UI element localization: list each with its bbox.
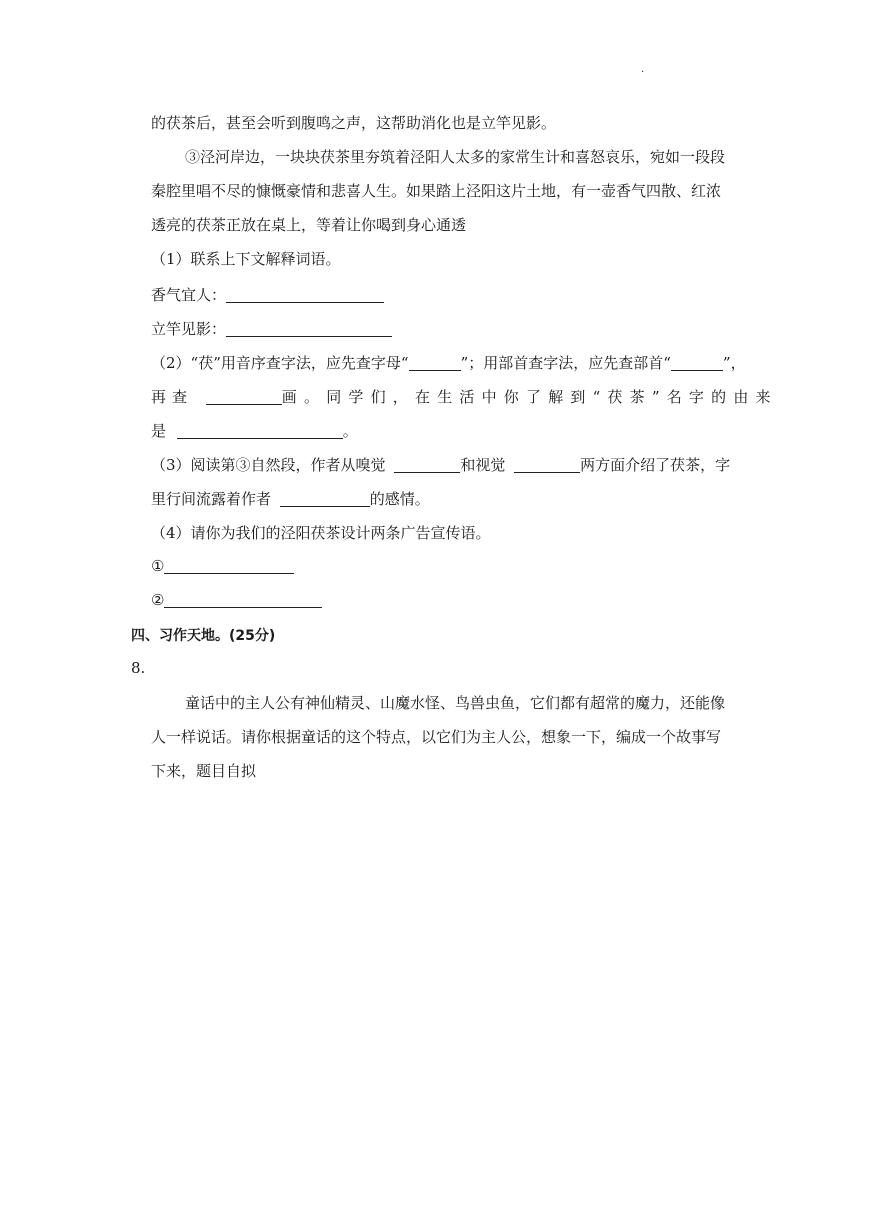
question-1-prompt: （1）联系上下文解释词语。 bbox=[151, 250, 341, 268]
answer-blank-origin[interactable] bbox=[177, 423, 343, 439]
passage-line-1: 的茯茶后，甚至会听到腹鸣之声，这帮助消化也是立竿见影。 bbox=[151, 114, 557, 132]
answer-blank-smell[interactable] bbox=[394, 457, 460, 473]
item-1-marker: ① bbox=[151, 557, 165, 575]
term-a-label: 香气宜人： bbox=[151, 286, 227, 304]
writing-prompt-line-3: 下来，题目自拟 bbox=[151, 762, 257, 780]
q3-line2-a: 里行间流露着作者 bbox=[151, 490, 272, 508]
q2-line3-a: 是 bbox=[151, 422, 167, 440]
header-mark: . bbox=[641, 64, 645, 75]
question-2-line-2 bbox=[151, 386, 778, 407]
q2-line2-b: 画。同学们，在生活中你了解到“茯茶”名字的由来 bbox=[281, 388, 778, 406]
passage-line-2: ③泾河岸边，一块块茯茶里夯筑着泾阳人太多的家常生计和喜怒哀乐，宛如一段段 bbox=[185, 148, 726, 166]
question-4-item-2 bbox=[151, 591, 322, 609]
writing-prompt-line-2: 人一样说话。请你根据童话的这个特点，以它们为主人公，想象一下，编成一个故事写 bbox=[151, 728, 722, 746]
question-2-line-1 bbox=[151, 352, 746, 373]
q2-part3: ”， bbox=[722, 354, 746, 372]
term-b-label: 立竿见影： bbox=[151, 320, 227, 338]
q3-line2-b: 的感情。 bbox=[369, 490, 430, 508]
q2-line2-a: 再查 bbox=[151, 388, 194, 406]
question-8-number: 8. bbox=[131, 659, 146, 677]
question-3-line-1 bbox=[151, 454, 730, 475]
question-3-line-2 bbox=[151, 488, 430, 509]
question-2-line-3 bbox=[151, 420, 358, 441]
writing-prompt-line-1: 童话中的主人公有神仙精灵、山魔水怪、鸟兽虫鱼，它们都有超常的魔力，还能像 bbox=[185, 694, 726, 712]
answer-blank-letter[interactable] bbox=[409, 355, 461, 371]
answer-blank-slogan-2[interactable] bbox=[164, 592, 322, 608]
passage-line-4: 透亮的茯茶正放在桌上，等着让你喝到身心通透 bbox=[151, 216, 467, 234]
answer-blank-term-b[interactable] bbox=[226, 321, 392, 337]
question-1-term-b bbox=[151, 318, 392, 339]
item-2-marker: ② bbox=[151, 591, 165, 609]
q3-part2: 和视觉 bbox=[460, 456, 506, 474]
answer-blank-strokes[interactable] bbox=[206, 389, 282, 405]
passage-line-3: 秦腔里唱不尽的慷慨豪情和悲喜人生。如果踏上泾阳这片土地，有一壶香气四散、红浓 bbox=[151, 182, 722, 200]
q3-part3: 两方面介绍了茯茶，字 bbox=[580, 456, 731, 474]
answer-blank-sight[interactable] bbox=[514, 457, 580, 473]
answer-blank-term-a[interactable] bbox=[226, 287, 384, 303]
q2-part2: ”；用部首查字法，应先查部首“ bbox=[460, 354, 671, 372]
section-4-title: 四、习作天地。(25分) bbox=[131, 628, 276, 644]
question-4-item-1 bbox=[151, 557, 294, 575]
answer-blank-feeling[interactable] bbox=[280, 491, 370, 507]
q2-part1: （2）“茯”用音序查字法，应先查字母“ bbox=[151, 354, 409, 372]
q3-part1: （3）阅读第③自然段，作者从嗅觉 bbox=[151, 456, 386, 474]
question-1-term-a bbox=[151, 284, 384, 305]
question-4-prompt: （4）请你为我们的泾阳茯茶设计两条广告宣传语。 bbox=[151, 524, 491, 542]
answer-blank-slogan-1[interactable] bbox=[164, 558, 294, 574]
answer-blank-radical[interactable] bbox=[671, 355, 723, 371]
q2-line3-b: 。 bbox=[342, 422, 358, 440]
